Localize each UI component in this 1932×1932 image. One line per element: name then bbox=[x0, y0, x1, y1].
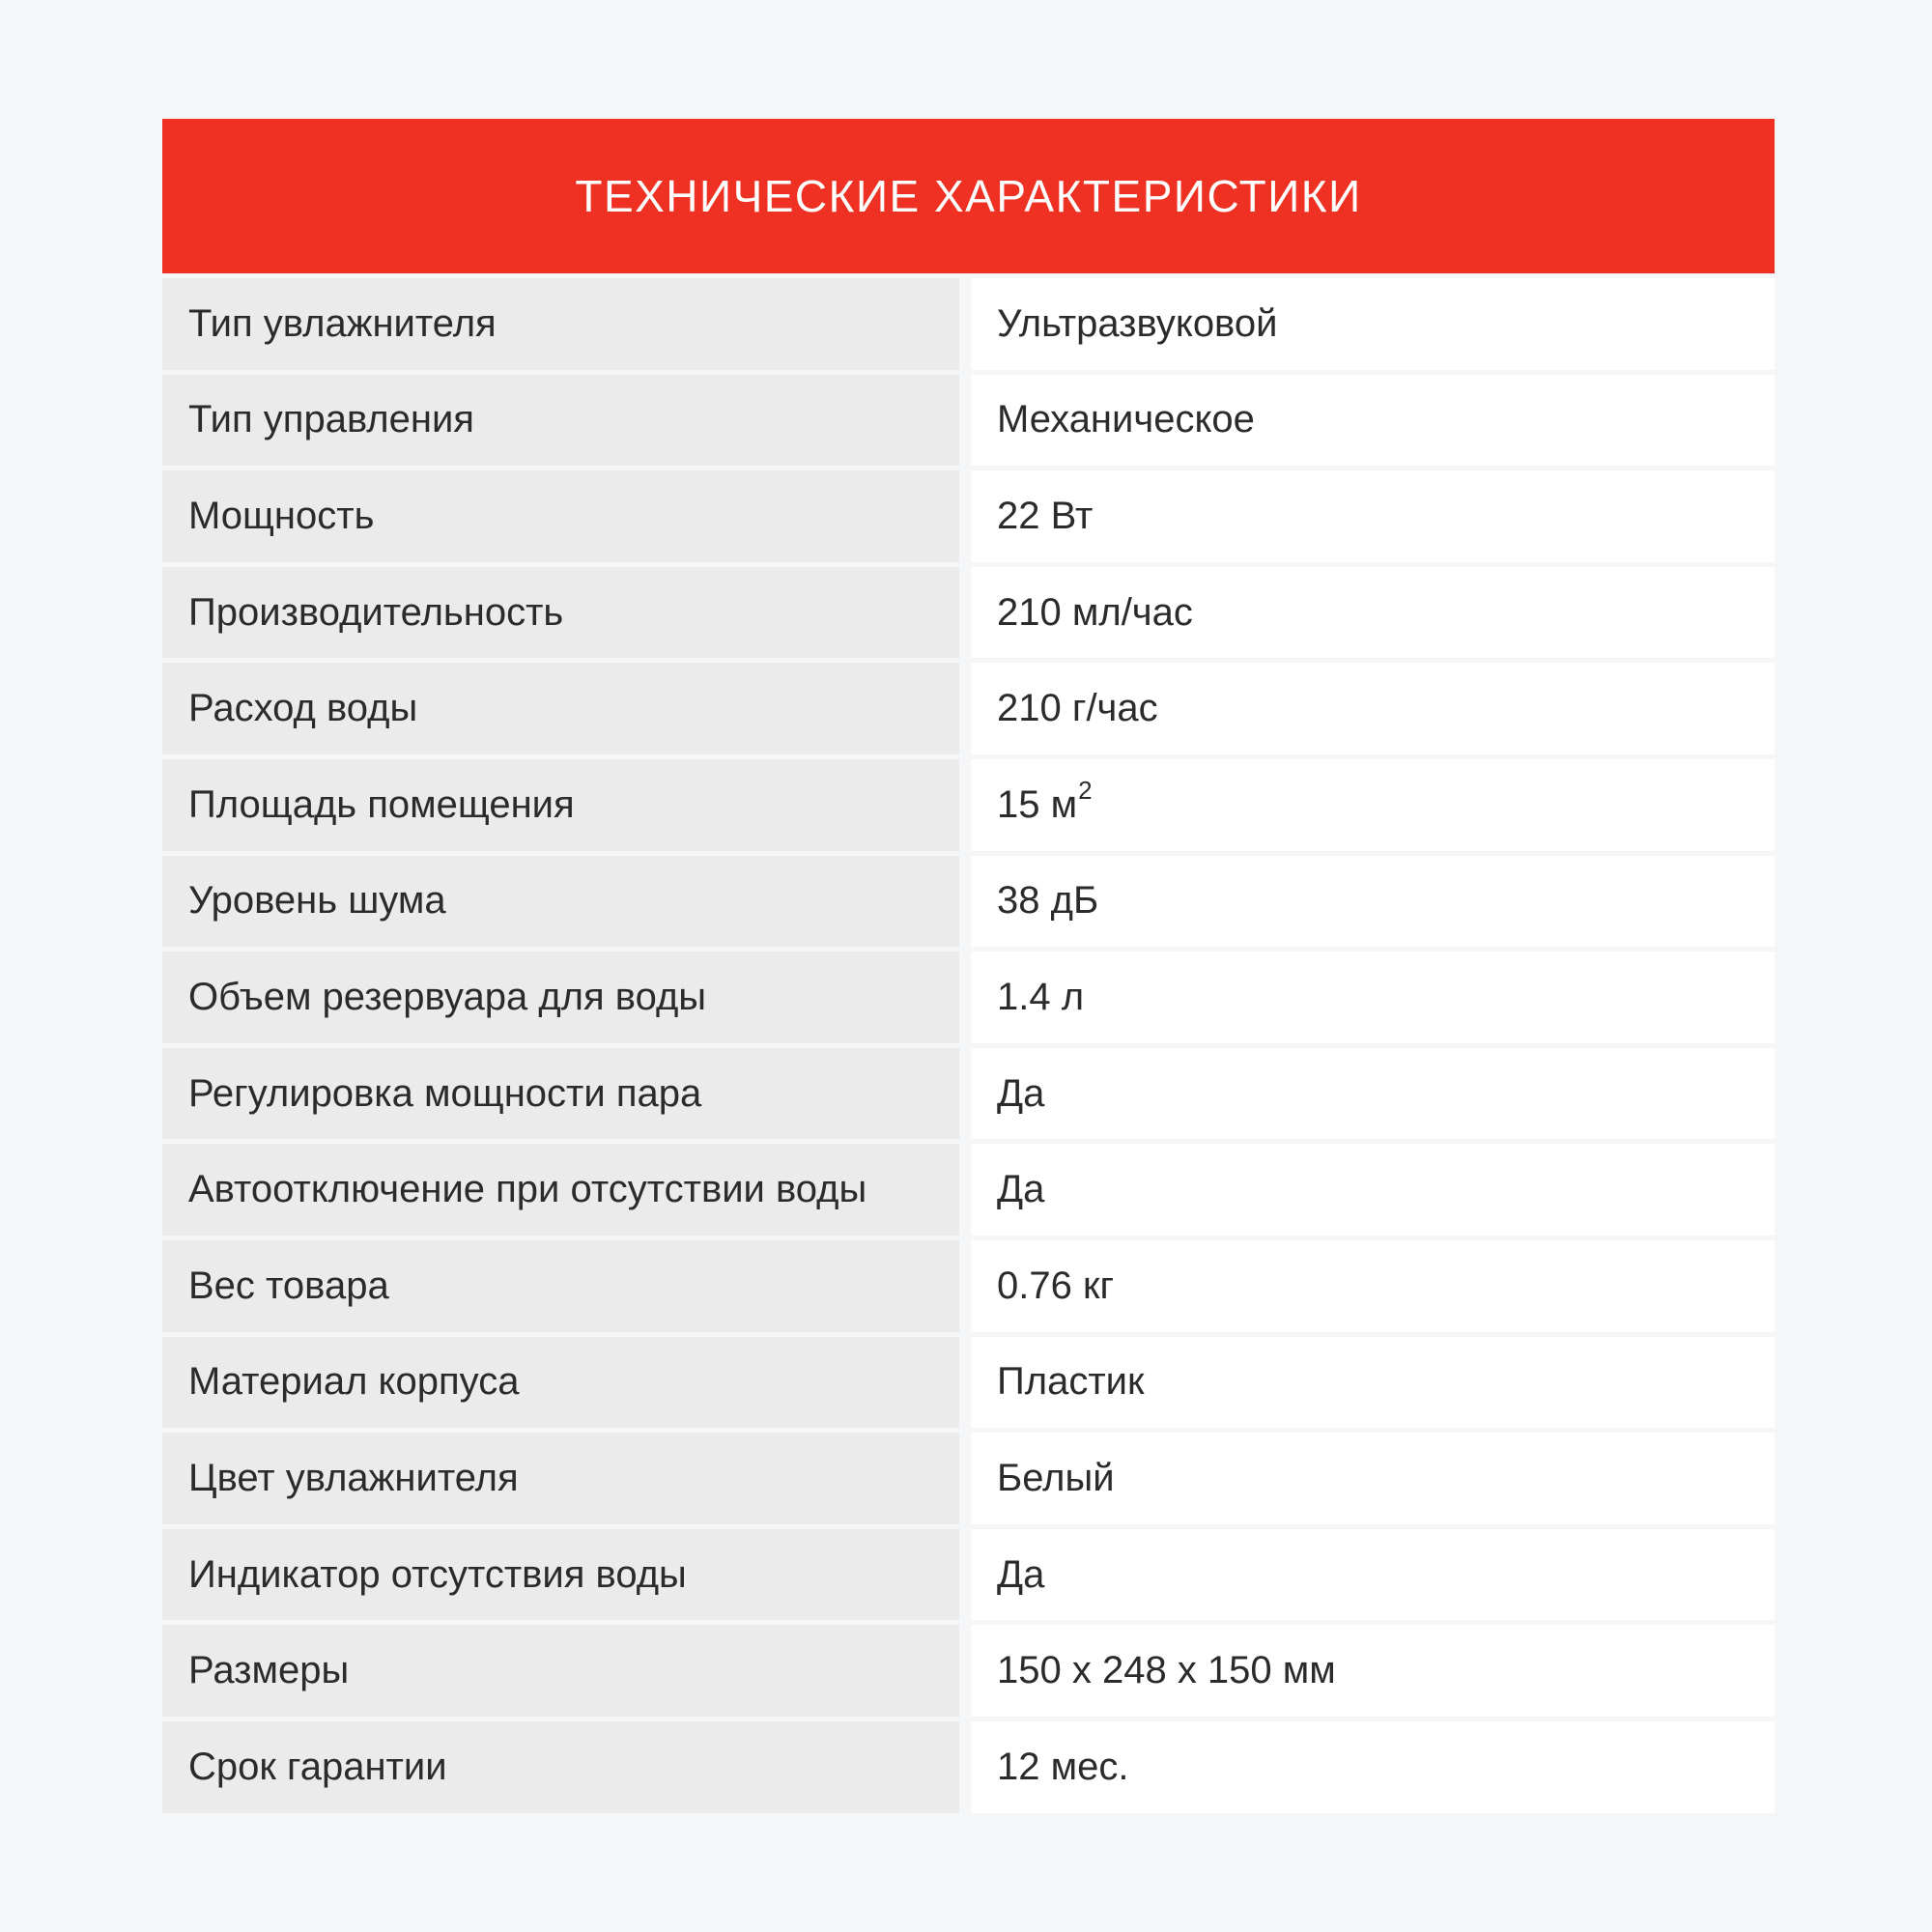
spec-label: Автоотключение при отсутствии воды bbox=[188, 1168, 867, 1211]
spec-label: Тип управления bbox=[188, 398, 474, 441]
spec-label-cell bbox=[162, 663, 959, 754]
spec-label-cell bbox=[162, 1433, 959, 1524]
spec-value: 22 Вт bbox=[997, 494, 1094, 537]
spec-label-cell bbox=[162, 1337, 959, 1429]
spec-value: 210 г/час bbox=[997, 687, 1158, 730]
spec-value: Да bbox=[997, 1168, 1045, 1211]
spec-value: 210 мл/час bbox=[997, 590, 1193, 634]
spec-value-cell bbox=[971, 1721, 1775, 1813]
spec-label-cell bbox=[162, 1721, 959, 1813]
spec-value: Белый bbox=[997, 1456, 1115, 1499]
spec-row bbox=[162, 1240, 1775, 1332]
spec-value: 0.76 кг bbox=[997, 1264, 1115, 1307]
spec-label: Мощность bbox=[188, 494, 375, 537]
spec-value: 1.4 л bbox=[997, 975, 1085, 1018]
spec-label-cell bbox=[162, 856, 959, 948]
spec-value: 15 $м^2$ bbox=[997, 776, 1093, 826]
spec-table-title: ТЕХНИЧЕСКИЕ ХАРАКТЕРИСТИКИ bbox=[575, 171, 1362, 221]
spec-label: Площадь помещения bbox=[188, 782, 575, 826]
spec-value: 150 x 248 x 150 мм bbox=[997, 1649, 1336, 1692]
spec-value: Механическое bbox=[997, 398, 1255, 441]
spec-row bbox=[162, 663, 1775, 754]
spec-value: 38 дБ bbox=[997, 879, 1099, 923]
spec-row bbox=[162, 952, 1775, 1043]
spec-value-cell bbox=[971, 952, 1775, 1043]
spec-row bbox=[162, 1529, 1775, 1621]
spec-value: Ультразвуковой bbox=[997, 301, 1278, 345]
spec-row bbox=[162, 470, 1775, 562]
spec-label: Регулировка мощности пара bbox=[188, 1071, 702, 1115]
spec-row bbox=[162, 1625, 1775, 1717]
spec-row bbox=[162, 567, 1775, 659]
spec-label-cell bbox=[162, 759, 959, 851]
spec-row bbox=[162, 1048, 1775, 1140]
spec-row bbox=[162, 1144, 1775, 1236]
spec-label: Размеры bbox=[188, 1649, 350, 1692]
spec-label-cell bbox=[162, 1144, 959, 1236]
spec-value-superscript: 2 bbox=[1078, 776, 1093, 806]
spec-label: Срок гарантии bbox=[188, 1745, 447, 1788]
spec-row bbox=[162, 1721, 1775, 1813]
spec-label: Объем резервуара для воды bbox=[188, 975, 707, 1018]
spec-value-cell bbox=[971, 470, 1775, 562]
spec-value: 12 мес. bbox=[997, 1745, 1129, 1788]
spec-value-cell bbox=[971, 1337, 1775, 1429]
spec-rows bbox=[162, 278, 1775, 1813]
spec-row bbox=[162, 375, 1775, 467]
spec-value-cell bbox=[971, 856, 1775, 948]
spec-label-cell bbox=[162, 1240, 959, 1332]
spec-row bbox=[162, 759, 1775, 851]
spec-label-cell bbox=[162, 1529, 959, 1621]
spec-value: Да bbox=[997, 1071, 1045, 1115]
spec-label: Производительность bbox=[188, 590, 564, 634]
spec-value-cell bbox=[971, 1048, 1775, 1140]
spec-value-cell bbox=[971, 1433, 1775, 1524]
spec-value-cell bbox=[971, 1144, 1775, 1236]
spec-row bbox=[162, 1433, 1775, 1524]
spec-value-cell bbox=[971, 278, 1775, 370]
spec-row bbox=[162, 1337, 1775, 1429]
spec-label-cell bbox=[162, 278, 959, 370]
spec-value-cell bbox=[971, 567, 1775, 659]
spec-label-cell bbox=[162, 1625, 959, 1717]
spec-value: Пластик bbox=[997, 1360, 1145, 1404]
spec-label: Материал корпуса bbox=[188, 1360, 520, 1404]
spec-label-cell bbox=[162, 1048, 959, 1140]
spec-value: Да bbox=[997, 1552, 1045, 1596]
spec-value-cell bbox=[971, 663, 1775, 754]
spec-label: Уровень шума bbox=[188, 879, 446, 923]
spec-value-cell bbox=[971, 759, 1775, 851]
spec-table-header bbox=[162, 119, 1775, 273]
spec-row bbox=[162, 278, 1775, 370]
spec-label-cell bbox=[162, 952, 959, 1043]
spec-label: Расход воды bbox=[188, 687, 418, 730]
spec-label: Индикатор отсутствия воды bbox=[188, 1552, 687, 1596]
spec-label: Вес товара bbox=[188, 1264, 389, 1307]
spec-value-cell bbox=[971, 1529, 1775, 1621]
spec-value-cell bbox=[971, 375, 1775, 467]
spec-label: Цвет увлажнителя bbox=[188, 1456, 519, 1499]
spec-row bbox=[162, 856, 1775, 948]
spec-label-cell bbox=[162, 567, 959, 659]
spec-label-cell bbox=[162, 470, 959, 562]
spec-value-cell bbox=[971, 1625, 1775, 1717]
spec-table bbox=[162, 119, 1775, 1813]
spec-value-cell bbox=[971, 1240, 1775, 1332]
spec-label-cell bbox=[162, 375, 959, 467]
spec-label: Тип увлажнителя bbox=[188, 301, 497, 345]
